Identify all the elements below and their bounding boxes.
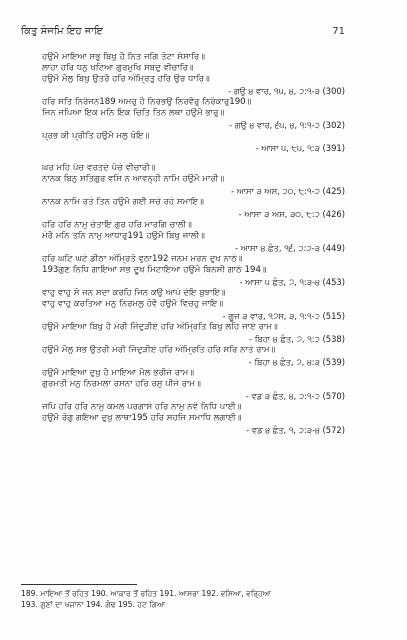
citation: - ਬਿਹਾ ੪ ਛੰਤ, ੭, ੧:੨ (538) xyxy=(249,334,345,344)
verse-line: ਹਉਮੈ ਮਾਇਆ ਸਭੁ ਬਿਖੁ ਹੈ ਨਿਤ ਜਗਿ ਤੋਟਾ ਸੰਸਾਰਿ॥ xyxy=(42,52,206,62)
verse-line: ਹਉਮੈ ਮੈਲੁ ਸਭ ਉਤਰੀ ਮੇਰੀ ਜਿੰਦੁੜੀਏ ਹਰਿ ਅੰਮ੍ਰਿਤਿ ਹਰਿ ਸਰਿ ਨਾਤੇ ਰਾਮ॥ xyxy=(42,345,276,355)
verse-line: ਹਉਮੈ ਰੋਗੁ ਗਇਆ ਦੁਖੁ ਲਾਥਾ195 ਹਰਿ ਸਹਜਿ ਸਮਾਧਿ ਲਗਾਈ॥ xyxy=(42,413,242,423)
page-number: 71 xyxy=(332,26,345,37)
citation: - ਆਸਾ ੪ ਛੰਤ, ੧੬, ੨:੨-੩ (449) xyxy=(235,243,345,253)
main-text xyxy=(42,52,345,436)
verse-line: ਨਾਨਕ ਨਾਮਿ ਰਤੇ ਤਿਨ ਹਉਮੈ ਗਈ ਸਚੇ ਰਹੇ ਸਮਾਇ॥ xyxy=(42,197,204,207)
verse-line: ਜਿਨ ਜਪਿਆ ਇਕ ਮਨਿ ਇਕ ਚਿਤਿ ਤਿਨ ਲਥਾ ਹਉਮੈ ਭਾਰੁ॥ xyxy=(42,108,225,118)
verse-line: ਘਰ ਮਹਿ ਪੰਚ ਵਰਤਦੇ ਪੰਚੇ ਵੀਚਾਰੀ॥ xyxy=(42,163,156,173)
verse-line: ਪ੍ਰਭ ਕੀ ਪ੍ਰੀਤਿ ਹਉਮੈ ਮਲੁ ਖੋਇ॥ xyxy=(42,131,150,141)
citation: - ਆਸਾ ੩ ਅਸ, ੩੦, ੮:੨ (426) xyxy=(238,209,345,219)
verse-line: ਨਾਨਕ ਬਿਨੁ ਸਤਿਗੁਰ ਵਸਿ ਨ ਆਵਨ੍ਹੀ ਨਾਮਿ ਹਉਮੈ ਮਾਰੀ॥ xyxy=(42,174,225,184)
verse-line: ਵਾਹੁ ਵਾਹੁ ਸੋ ਜਨ ਸਦਾ ਕਰਹਿ ਜਿਨ ਕਉ ਆਪੇ ਦੇਇ ਬੁਝਾਇ॥ xyxy=(42,288,226,298)
citation: - ਵਡ ੪ ਛੰਤ, ੧, ੨:੩-੪ (572) xyxy=(246,425,345,435)
footnote-line: 189. ਮਾਇਆ ਤੋਂ ਰਹਿਤ 190. ਆਕਾਰ ਤੋਂ ਰਹਿਤ 191. ਆਸਰਾ 192. ਵਸਿਆ, ਵਰ੍ਹਿਆ xyxy=(21,589,271,598)
verse-line: ਹਰਿ ਸਤਿ ਨਿਰੰਜਨ189 ਅਮਰੁ ਹੈ ਨਿਰਭਉ ਨਿਰਵੈਰੁ ਨਿਰੰਕਾਰੁ190॥ xyxy=(42,97,252,107)
citation: - ਗਉ ੪ ਵਾਰ, ੬੫, ੪, ੧:੧-੨ (302) xyxy=(229,120,345,130)
verse-line: ਹਉਮੈ ਮਾਇਆ ਦੁਖੁ ਹੈ ਮਾਇਆ ਮੈਲ ਭਰੀਜੇ ਰਾਮ॥ xyxy=(42,368,195,378)
footnotes xyxy=(21,588,345,610)
verse-line: ਵਾਹੁ ਵਾਹੁ ਕਰਤਿਆ ਮਨੁ ਨਿਰਮਲੁ ਹੋਵੈ ਹਉਮੈ ਵਿਚਹੁ ਜਾਇ॥ xyxy=(42,299,224,309)
citation: - ਬਿਹਾ ੪ ਛੰਤ, ੭, ੪:੩ (539) xyxy=(248,357,345,367)
verse-line: ਮੇਰੈ ਮਨਿ ਤਨਿ ਨਾਮੁ ਆਧਾਰੁ191 ਹਉਮੈ ਬਿਖੁ ਜਾਲੀ॥ xyxy=(42,231,205,241)
verse-line: ਹਰਿ ਘਟਿ ਘਟੇ ਡੀਠਾ ਅੰਮ੍ਰਿਤੋ ਵੁਠਾ192 ਜਨਮ ਮਰਨ ਦੁਖ ਨਾਠੇ॥ xyxy=(42,254,243,264)
citation: - ਆਸਾ ੫ ਛੰਤ, ੭, ੧:੩-੪ (453) xyxy=(239,277,345,287)
running-title: ਕਿਤੁ ਸੰਜਮਿ ਇਹ ਜਾਇ xyxy=(21,26,103,37)
citation: - ਆਸਾ ੩ ਅਸ, ੨੦, ੮:੧-੨ (425) xyxy=(231,186,345,196)
verse-line: ਹਉਮੈ ਮਾਇਆ ਬਿਖੁ ਹੈ ਮੇਰੀ ਜਿੰਦੁੜੀਏ ਹਰਿ ਅੰਮ੍ਰਿਤਿ ਬਿਖੁ ਲਹਿ ਜਾਏ ਰਾਮ॥ xyxy=(42,322,278,332)
verse-line: ਜਪਿ ਹਰਿ ਹਰਿ ਨਾਮੁ ਕਮਲ ਪਰਗਾਸੇ ਹਰਿ ਨਾਮੁ ਨਵੰ ਨਿਧਿ ਪਾਈ॥ xyxy=(42,402,242,412)
verse-line: ਹਰਿ ਹਰਿ ਨਾਮੁ ਚੇਤਾਇ ਗੁਰ ਹਰਿ ਮਾਰਗਿ ਚਾਲੀ॥ xyxy=(42,220,192,230)
verse-line: ਹਉਮੈ ਮੈਲੁ ਬਿਖੁ ਉਤਰੈ ਹਰਿ ਅੰਮ੍ਰਿਤੁ ਹਰਿ ਉਰ ਧਾਰਿ॥ xyxy=(42,74,210,84)
citation: - ਆਸਾ ੫, ੮੫, ੧:੩ (391) xyxy=(255,143,345,153)
citation: - ਵਡ ੩ ਛੰਤ, ੪, ੨:੧-੨ (570) xyxy=(245,391,345,401)
citation: - ਗੂਜ ੩ ਵਾਰ, ੧੭ਸ, ੩, ੧:੧-੨ (515) xyxy=(222,311,345,321)
footnote-divider xyxy=(21,584,137,585)
page-header xyxy=(21,26,345,37)
verse-line: ਲਾਹਾ ਹਰਿ ਧਨੁ ਖਟਿਆ ਗੁਰਮੁਖਿ ਸਬਦੁ ਵੀਚਾਰਿ॥ xyxy=(42,63,194,73)
verse-line: 193ਗੁਣ ਨਿਧਿ ਗਾਇਆ ਸਭ ਦੂਖ ਮਿਟਾਇਆ ਹਉਮੈ ਬਿਨਸੀ ਗਾਠੇ 194॥ xyxy=(42,265,267,275)
citation: - ਗਉ ੪ ਵਾਰ, ੧੫, ੪, ੨:੧-੩ (300) xyxy=(228,86,345,96)
footnote-line: 193. ਗੁਣਾਂ ਦਾ ਖਜ਼ਾਨਾ 194. ਗੰਢ 195. ਹਟ ਗਿਆ xyxy=(21,600,166,609)
verse-line: ਗੁਰਮਤੀ ਮਨੁ ਨਿਰਮਲਾ ਰਸਨਾ ਹਰਿ ਰਸੁ ਪੀਜੇ ਰਾਮ॥ xyxy=(42,379,201,389)
